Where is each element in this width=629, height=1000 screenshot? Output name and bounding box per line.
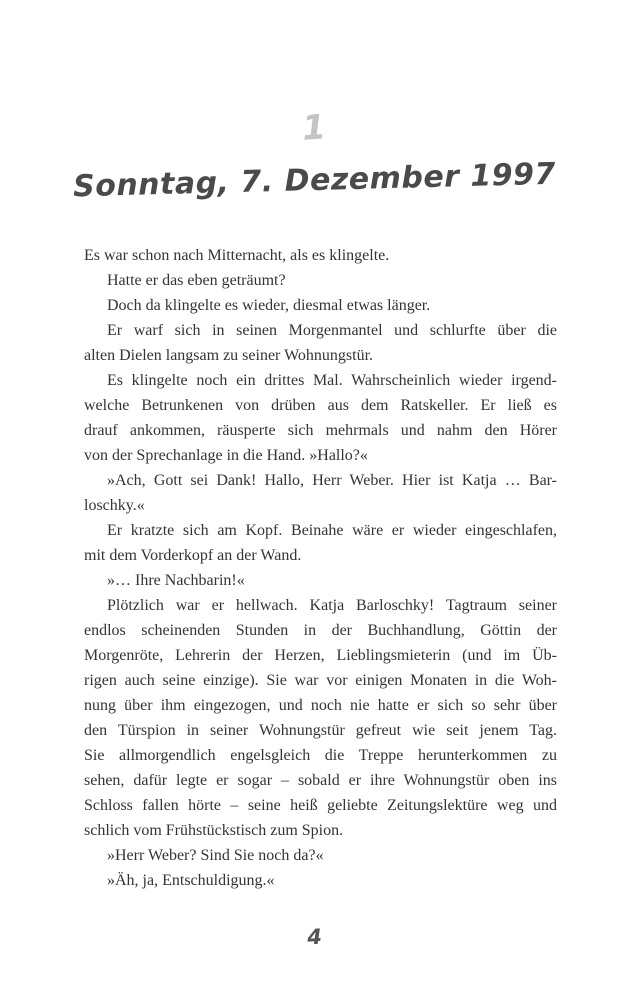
text-line: Morgenröte, Lehrerin der Herzen, Lieblingsmieterin (und im Üb- bbox=[84, 647, 557, 664]
chapter-title: Sonntag, 7. Dezember 1997 bbox=[72, 156, 557, 205]
text-line: Plötzlich war er hellwach. Katja Barloschky! Tagtraum seiner bbox=[107, 597, 557, 614]
text-line: sehen, dafür legte er sogar – sobald er ihre Wohnungstür oben ins bbox=[84, 772, 557, 789]
text-line: welche Betrunkenen von drüben aus dem Ratskeller. Er ließ es bbox=[84, 397, 557, 414]
text-line: loschky.« bbox=[84, 497, 145, 514]
text-line: Er warf sich in seinen Morgenmantel und schlurfte über die bbox=[107, 322, 557, 339]
text-line: »… Ihre Nachbarin!« bbox=[107, 572, 245, 589]
text-line: den Türspion in seiner Wohnungstür gefreut wie seit jenem Tag. bbox=[84, 722, 557, 739]
text-line: alten Dielen langsam zu seiner Wohnungstür. bbox=[84, 347, 374, 364]
text-line: Er kratzte sich am Kopf. Beinahe wäre er wieder eingeschlafen, bbox=[107, 522, 557, 539]
chapter-number: 1 bbox=[300, 107, 329, 149]
text-line: Doch da klingelte es wieder, diesmal etwas länger. bbox=[107, 297, 431, 314]
text-line: Schloss fallen hörte – seine heiß geliebte Zeitungslektüre weg und bbox=[84, 797, 557, 814]
text-line: Es war schon nach Mitternacht, als es klingelte. bbox=[84, 247, 390, 264]
page-number: 4 bbox=[306, 924, 323, 950]
text-line: »Herr Weber? Sind Sie noch da?« bbox=[107, 847, 324, 864]
text-line: endlos scheinenden Stunden in der Buchhandlung, Göttin der bbox=[84, 622, 557, 639]
text-line: Hatte er das eben geträumt? bbox=[107, 272, 286, 289]
text-line: rigen auch seine einzige). Sie war vor einigen Monaten in die Woh- bbox=[84, 672, 557, 689]
text-line: nung über ihm eingezogen, und noch nie hatte er sich so sehr über bbox=[84, 697, 557, 714]
text-line: Sie allmorgendlich engelsgleich die Treppe herunterkommen zu bbox=[84, 747, 557, 764]
text-line: »Ach, Gott sei Dank! Hallo, Herr Weber. Hier ist Katja … Bar- bbox=[107, 472, 557, 489]
text-line: drauf ankommen, räusperte sich mehrmals und nahm den Hörer bbox=[84, 422, 557, 439]
text-line: mit dem Vorderkopf an der Wand. bbox=[84, 547, 302, 564]
text-line: von der Sprechanlage in die Hand. »Hallo?« bbox=[84, 447, 368, 464]
text-line: Es klingelte noch ein drittes Mal. Wahrscheinlich wieder irgend- bbox=[107, 372, 557, 389]
text-line: schlich vom Frühstückstisch zum Spion. bbox=[84, 822, 344, 839]
body-text bbox=[84, 243, 557, 893]
text-line: »Äh, ja, Entschuldigung.« bbox=[107, 872, 275, 889]
